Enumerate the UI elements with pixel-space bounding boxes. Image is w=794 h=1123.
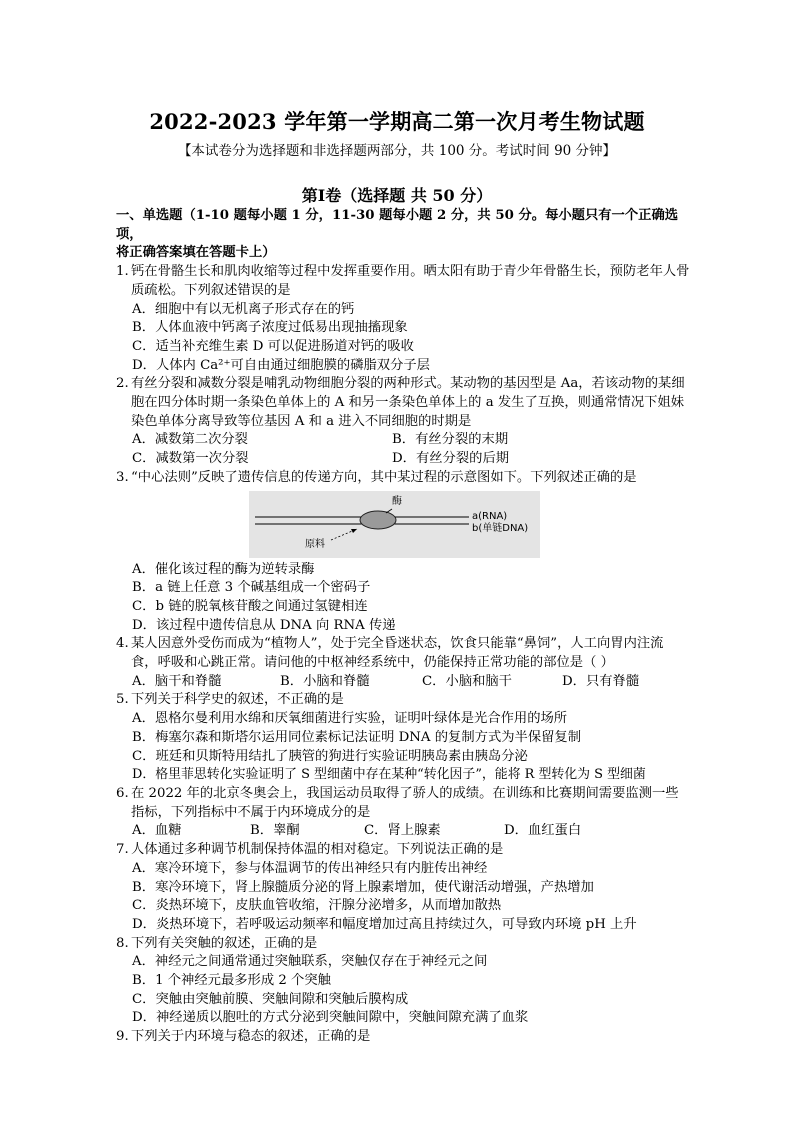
question-stem: 下列关于内环境与稳态的叙述，正确的是 bbox=[131, 1029, 371, 1045]
question-stem: “中心法则”反映了遗传信息的传递方向，其中某过程的示意图如下。下列叙述正确的是 bbox=[131, 469, 637, 485]
part-title: 第Ⅰ卷（选择题 共 50 分） bbox=[301, 186, 493, 205]
q6-option-b: B．睾酮 bbox=[250, 823, 300, 839]
question-stem: 人体通过多种调节机制保持体温的相对稳定。下列说法正确的是 bbox=[131, 842, 504, 858]
question-number: 3. bbox=[116, 469, 129, 485]
question-stem: 下列有关突触的叙述，正确的是 bbox=[131, 935, 318, 951]
q3-option-a: A．催化该过程的酶为逆转录酶 bbox=[132, 561, 315, 577]
q1-option-a: A．细胞中有以无机离子形式存在的钙 bbox=[132, 301, 355, 317]
question-number: 2. bbox=[116, 376, 129, 392]
q2-options-row2 bbox=[116, 450, 690, 469]
question-3 bbox=[116, 469, 690, 488]
transcription-diagram bbox=[249, 491, 540, 558]
question-number: 1. bbox=[116, 264, 129, 280]
section-heading-line2: 将正确答案填在答题卡上） bbox=[116, 245, 276, 261]
q5-option-b: B．梅塞尔森和斯塔尔运用同位素标记法证明 DNA 的复制方式为半保留复制 bbox=[132, 729, 582, 745]
material-arrow-head bbox=[351, 529, 357, 533]
q4-options-row bbox=[116, 673, 690, 692]
section-heading-line1: 一、单选题（1-10 题每小题 1 分，11-30 题每小题 2 分，共 50 分。每小题只有一个正确选项， bbox=[116, 208, 679, 242]
q6-option-d: D．血红蛋白 bbox=[504, 823, 582, 839]
question-6 bbox=[116, 785, 690, 822]
q2-option-d: D．有丝分裂的后期 bbox=[392, 451, 510, 467]
question-1 bbox=[116, 263, 690, 300]
question-number: 6. bbox=[116, 785, 129, 801]
q8-option-a: A．神经元之间通常通过突触联系，突触仅存在于神经元之间 bbox=[132, 954, 488, 970]
q3-option-b: B．a 链上任意 3 个碱基组成一个密码子 bbox=[132, 580, 371, 596]
q6-option-c: C．肾上腺素 bbox=[364, 823, 441, 839]
q8-option-b: B．1 个神经元最多形成 2 个突触 bbox=[132, 973, 331, 989]
exam-title: 2022-2023 学年第一学期高二第一次月考生物试题 bbox=[149, 109, 645, 134]
q7-option-d: D．炎热环境下，若呼吸运动频率和幅度增加过高且持续过久，可导致内环境 pH 上升 bbox=[132, 916, 637, 932]
question-stem: 某人因意外受伤而成为“植物人”，处于完全昏迷状态，饮食只能靠“鼻饲”，人工向胃内注流食，呼吸和心跳正常。请问他的中枢神经系统中，仍能保持正常功能的部位是（ ） bbox=[131, 636, 664, 671]
question-7 bbox=[116, 841, 690, 860]
question-number: 8. bbox=[116, 935, 129, 951]
question-stem: 在 2022 年的北京冬奥会上，我国运动员取得了骄人的成绩。在训练和比赛期间需要监测一些指标，下列指标中不属于内环境成分的是 bbox=[131, 785, 679, 820]
q2-option-b: B．有丝分裂的末期 bbox=[392, 432, 509, 448]
enzyme-label: 酶 bbox=[392, 495, 402, 507]
q1-option-b: B．人体血液中钙离子浓度过低易出现抽搐现象 bbox=[132, 320, 408, 336]
q1-option-d: D．人体内 Ca²⁺可自由通过细胞膜的磷脂双分子层 bbox=[132, 357, 430, 373]
q8-option-c: C．突触由突触前膜、突触间隙和突触后膜构成 bbox=[132, 991, 409, 1007]
q5-option-d: D．格里菲思转化实验证明了 S 型细菌中存在某种“转化因子”，能将 R 型转化为 S 型细菌 bbox=[132, 767, 646, 783]
q8-option-d: D．神经递质以胞吐的方式分泌到突触间隙中，突触间隙充满了血浆 bbox=[132, 1010, 529, 1026]
strand-b-label: b(单链DNA) bbox=[472, 522, 529, 534]
question-stem: 有丝分裂和减数分裂是哺乳动物细胞分裂的两种形式。某动物的基因型是 Aa，若该动物的某细胞在四分体时期一条染色单体上的 A 和另一条染色单体上的 a 发生了互换，则通常情况下姐妹染色单体分离导致等位基因 A 和 a 进入不同细胞的时期是 bbox=[131, 376, 685, 429]
section-heading bbox=[116, 207, 690, 263]
q4-option-a: A．脑干和脊髓 bbox=[132, 673, 222, 689]
exam-subtitle: 【本试卷分为选择题和非选择题两部分，共 100 分。考试时间 90 分钟】 bbox=[177, 143, 617, 159]
question-9 bbox=[116, 1028, 690, 1047]
question-stem: 钙在骨骼生长和肌肉收缩等过程中发挥重要作用。晒太阳有助于青少年骨骼生长，预防老年人骨质疏松。下列叙述错误的是 bbox=[131, 264, 690, 298]
q3-option-c: C．b 链的脱氧核苷酸之间通过氢键相连 bbox=[132, 598, 368, 614]
q4-option-b: B．小脑和脊髓 bbox=[280, 673, 370, 689]
q1-option-c: C．适当补充维生素 D 可以促进肠道对钙的吸收 bbox=[132, 338, 414, 354]
q2-options-row1 bbox=[116, 431, 690, 450]
q7-option-b: B．寒冷环境下，肾上腺髓质分泌的肾上腺素增加，使代谢活动增强，产热增加 bbox=[132, 879, 594, 895]
question-8 bbox=[116, 935, 690, 954]
question-stem: 下列关于科学史的叙述，不正确的是 bbox=[131, 692, 344, 708]
enzyme-ellipse bbox=[360, 511, 396, 529]
q2-option-a: A．减数第二次分裂 bbox=[132, 432, 248, 448]
q4-option-d: D．只有脊髓 bbox=[562, 673, 640, 689]
question-number: 5. bbox=[116, 692, 129, 708]
q6-options-row bbox=[116, 822, 690, 841]
q4-option-c: C．小脑和脑干 bbox=[422, 673, 512, 689]
strand-a-label: a(RNA) bbox=[472, 510, 508, 522]
material-label: 原料 bbox=[305, 538, 325, 550]
question-number: 9. bbox=[116, 1029, 129, 1045]
question-content bbox=[116, 207, 690, 1047]
q7-option-c: C．炎热环境下，皮肤血管收缩，汗腺分泌增多，从而增加散热 bbox=[132, 898, 502, 914]
question-number: 4. bbox=[116, 636, 129, 652]
q2-option-c: C．减数第一次分裂 bbox=[132, 451, 249, 467]
q6-option-a: A．血糖 bbox=[132, 823, 182, 839]
q7-option-a: A．寒冷环境下，参与体温调节的传出神经只有内脏传出神经 bbox=[132, 860, 488, 876]
question-2 bbox=[116, 375, 690, 431]
q5-option-a: A．恩格尔曼利用水绵和厌氧细菌进行实验，证明叶绿体是光合作用的场所 bbox=[132, 711, 568, 727]
question-4 bbox=[116, 635, 690, 672]
q5-option-c: C．班廷和贝斯特用结扎了胰管的狗进行实验证明胰岛素由胰岛分泌 bbox=[132, 748, 528, 764]
question-number: 7. bbox=[116, 842, 129, 858]
question-5 bbox=[116, 691, 690, 710]
q3-option-d: D．该过程中遗传信息从 DNA 向 RNA 传递 bbox=[132, 617, 396, 633]
